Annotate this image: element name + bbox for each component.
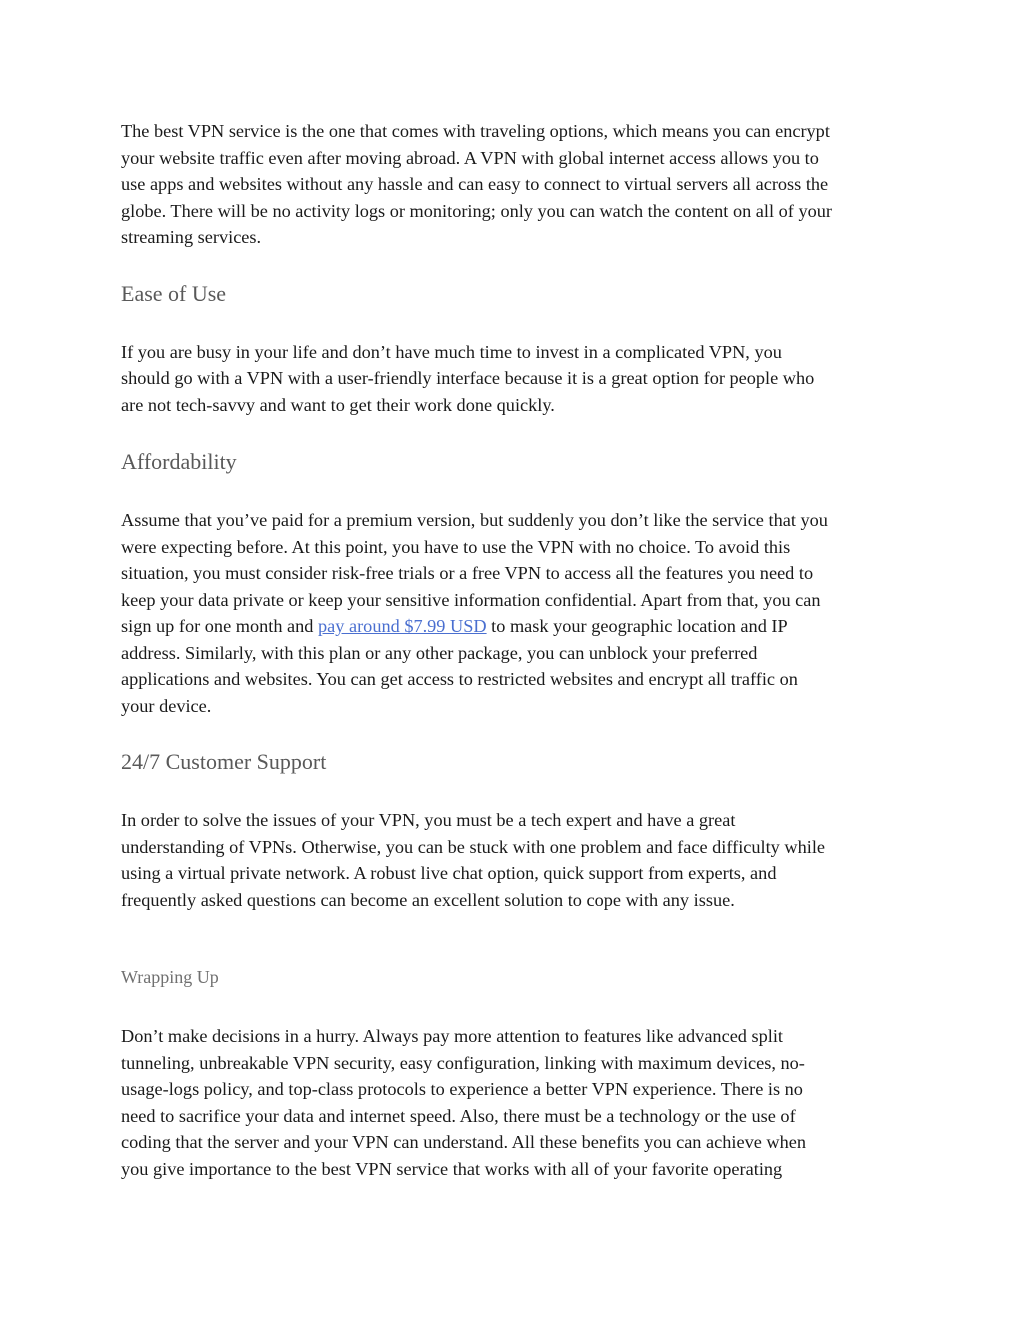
document-page	[121, 118, 911, 1182]
customer-support-paragraph: In order to solve the issues of your VPN, you must be a tech expert and have a great understanding of VPNs. Otherwise, you can be stuck with one problem and face difficulty while using a virtual private network. A robust live chat option, quick support from experts, and frequently asked questions can become an excellent solution to cope with any issue.	[121, 810, 826, 910]
heading-affordability: Affordability	[121, 449, 237, 474]
heading-ease-of-use: Ease of Use	[121, 280, 227, 306]
pricing-link[interactable]: pay around $7.99 USD	[318, 616, 487, 636]
heading-wrapping-up: Wrapping Up	[121, 967, 219, 987]
affordability-text-after: to mask your geographic location and IP address. Similarly, with this plan or any other package, you can unblock your preferred applications and websites. You can get access to restricted websites and encrypt all traffic on your device.	[121, 616, 798, 716]
affordability-paragraph	[121, 507, 911, 719]
intro-paragraph: The best VPN service is the one that comes with traveling options, which means you can encrypt your website traffic even after moving abroad. A VPN with global internet access allows you to use apps and websites without any hassle and can easy to connect to virtual servers all across the globe. There will be no activity logs or monitoring; only you can watch the content on all of your streaming services.	[121, 121, 832, 247]
affordability-text-before: Assume that you’ve paid for a premium version, but suddenly you don’t like the service that you were expecting before. At this point, you have to use the VPN with no choice. To avoid this situation, you must consider risk-free trials or a free VPN to access all the features you need to keep your data private or keep your sensitive information confidential. Apart from that, you can sign up for one month and	[121, 510, 828, 636]
heading-customer-support: 24/7 Customer Support	[121, 749, 327, 774]
wrapping-up-paragraph: Don’t make decisions in a hurry. Always pay more attention to features like advanced split tunneling, unbreakable VPN security, easy configuration, linking with maximum devices, no- usage-logs policy, and top-class protocols to experience a better VPN experience. There is no need to sacrifice your data and internet speed. Also, there must be a technology or the use of coding that the server and your VPN can understand. All these benefits you can achieve when you give importance to the best VPN service that works with all of your favorite operating	[121, 1026, 807, 1179]
ease-of-use-paragraph: If you are busy in your life and don’t have much time to invest in a complicated VPN, you should go with a VPN with a user-friendly interface because it is a great option for people who are not tech-savvy and want to get their work done quickly.	[121, 341, 815, 415]
